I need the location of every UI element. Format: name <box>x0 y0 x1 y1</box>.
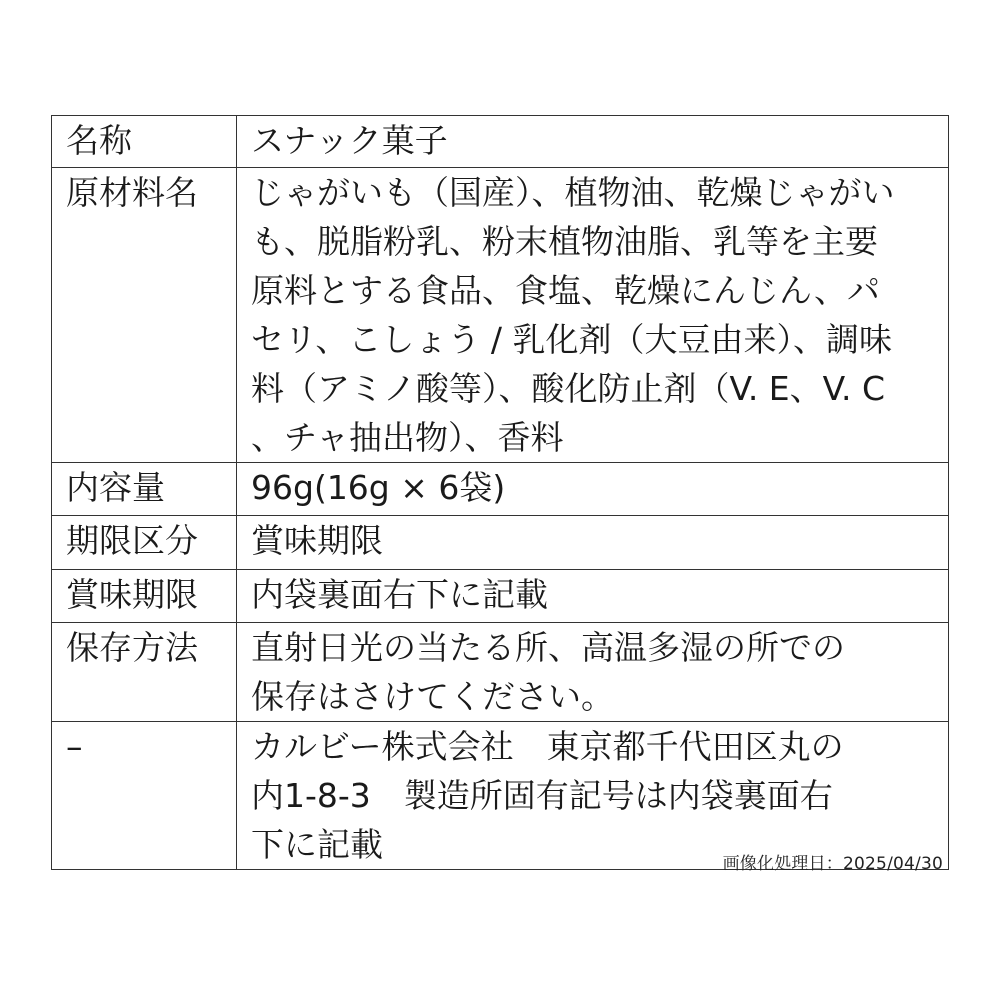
row-label-name: 名称 <box>52 116 237 168</box>
row-label-manufacturer: – <box>52 722 237 870</box>
row-value-storage: 直射日光の当たる所、高温多湿の所での 保存はさけてください。 <box>237 623 949 722</box>
table-row <box>52 463 949 516</box>
image-processing-date: 画像化処理日：2025/04/30 <box>722 854 943 874</box>
row-label-expiry-type: 期限区分 <box>52 516 237 570</box>
row-label-best-before: 賞味期限 <box>52 570 237 623</box>
table-row <box>52 516 949 570</box>
product-label-table <box>51 115 949 870</box>
row-label-ingredients: 原材料名 <box>52 168 237 463</box>
table-row <box>52 722 949 870</box>
row-value-name: スナック菓子 <box>237 116 949 168</box>
row-value-best-before: 内袋裏面右下に記載 <box>237 570 949 623</box>
row-label-storage: 保存方法 <box>52 623 237 722</box>
row-value-manufacturer: カルビー株式会社 東京都千代田区丸の 内1-8-3 製造所固有記号は内袋裏面右 下に記載 <box>237 722 949 870</box>
row-value-ingredients: じゃがいも（国産）、植物油、乾燥じゃがい も、脱脂粉乳、粉末植物油脂、乳等を主要 原料とする食品、食塩、乾燥にんじん、パ セリ、こしょう / 乳化剤（大豆由来）、調味 料（アミノ酸等）、酸化防止剤（V. E、V. C 、チャ抽出物）、香料 <box>237 168 949 463</box>
row-value-net-contents: 96g(16g × 6袋) <box>237 463 949 516</box>
table-row <box>52 623 949 722</box>
table-row <box>52 570 949 623</box>
table-row <box>52 116 949 168</box>
table-row <box>52 168 949 463</box>
row-label-net-contents: 内容量 <box>52 463 237 516</box>
row-value-expiry-type: 賞味期限 <box>237 516 949 570</box>
